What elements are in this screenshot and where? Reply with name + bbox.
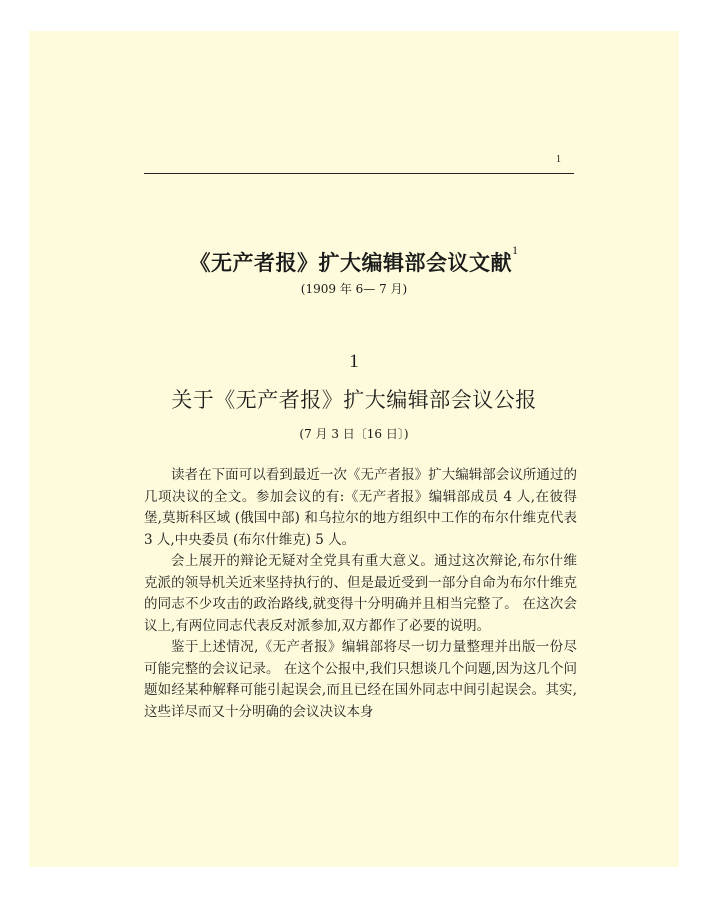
book-page	[29, 31, 679, 867]
document-title	[29, 243, 679, 277]
header-rule	[144, 173, 574, 174]
document-dates: (1909 年 6— 7 月)	[300, 282, 408, 296]
page-number: 1	[556, 154, 561, 165]
body-text	[144, 465, 577, 723]
paragraph: 会上展开的辩论无疑对全党具有重大意义。通过这次辩论,布尔什维克派的领导机关近来坚持执行的、但是最近受到一部分自命为布尔什维克的同志不少攻击的政治路线,就变得十分明确并且相当完整了。 在这次会议上,有两位同志代表反对派参加,双方都作了必要的说明。	[144, 553, 577, 634]
section-title: 关于《无产者报》扩大编辑部会议公报	[171, 388, 537, 412]
section-date: (7 月 3 日〔16 日〕)	[299, 427, 409, 441]
paragraph: 读者在下面可以看到最近一次《无产者报》扩大编辑部会议所通过的几项决议的全文。参加会议的有:《无产者报》编辑部成员 4 人,在彼得堡,莫斯科区域 (俄国中部) 和乌拉尔的地方组织中工作的布尔什维克代表 3 人,中央委员 (布尔什维克) 5 人。	[144, 467, 577, 548]
document-title-text: 《无产者报》扩大编辑部会议文献	[189, 251, 512, 275]
footnote-mark: 1	[512, 243, 519, 257]
paragraph: 鉴于上述情况,《无产者报》编辑部将尽一切力量整理并出版一份尽可能完整的会议记录。 在这个公报中,我们只想谈几个问题,因为这几个问题如经某种解释可能引起误会,而且已经在国外同志中间引起误会。其实,这些详尽而又十分明确的会议决议本身	[144, 639, 577, 720]
section-number: 1	[349, 351, 359, 372]
